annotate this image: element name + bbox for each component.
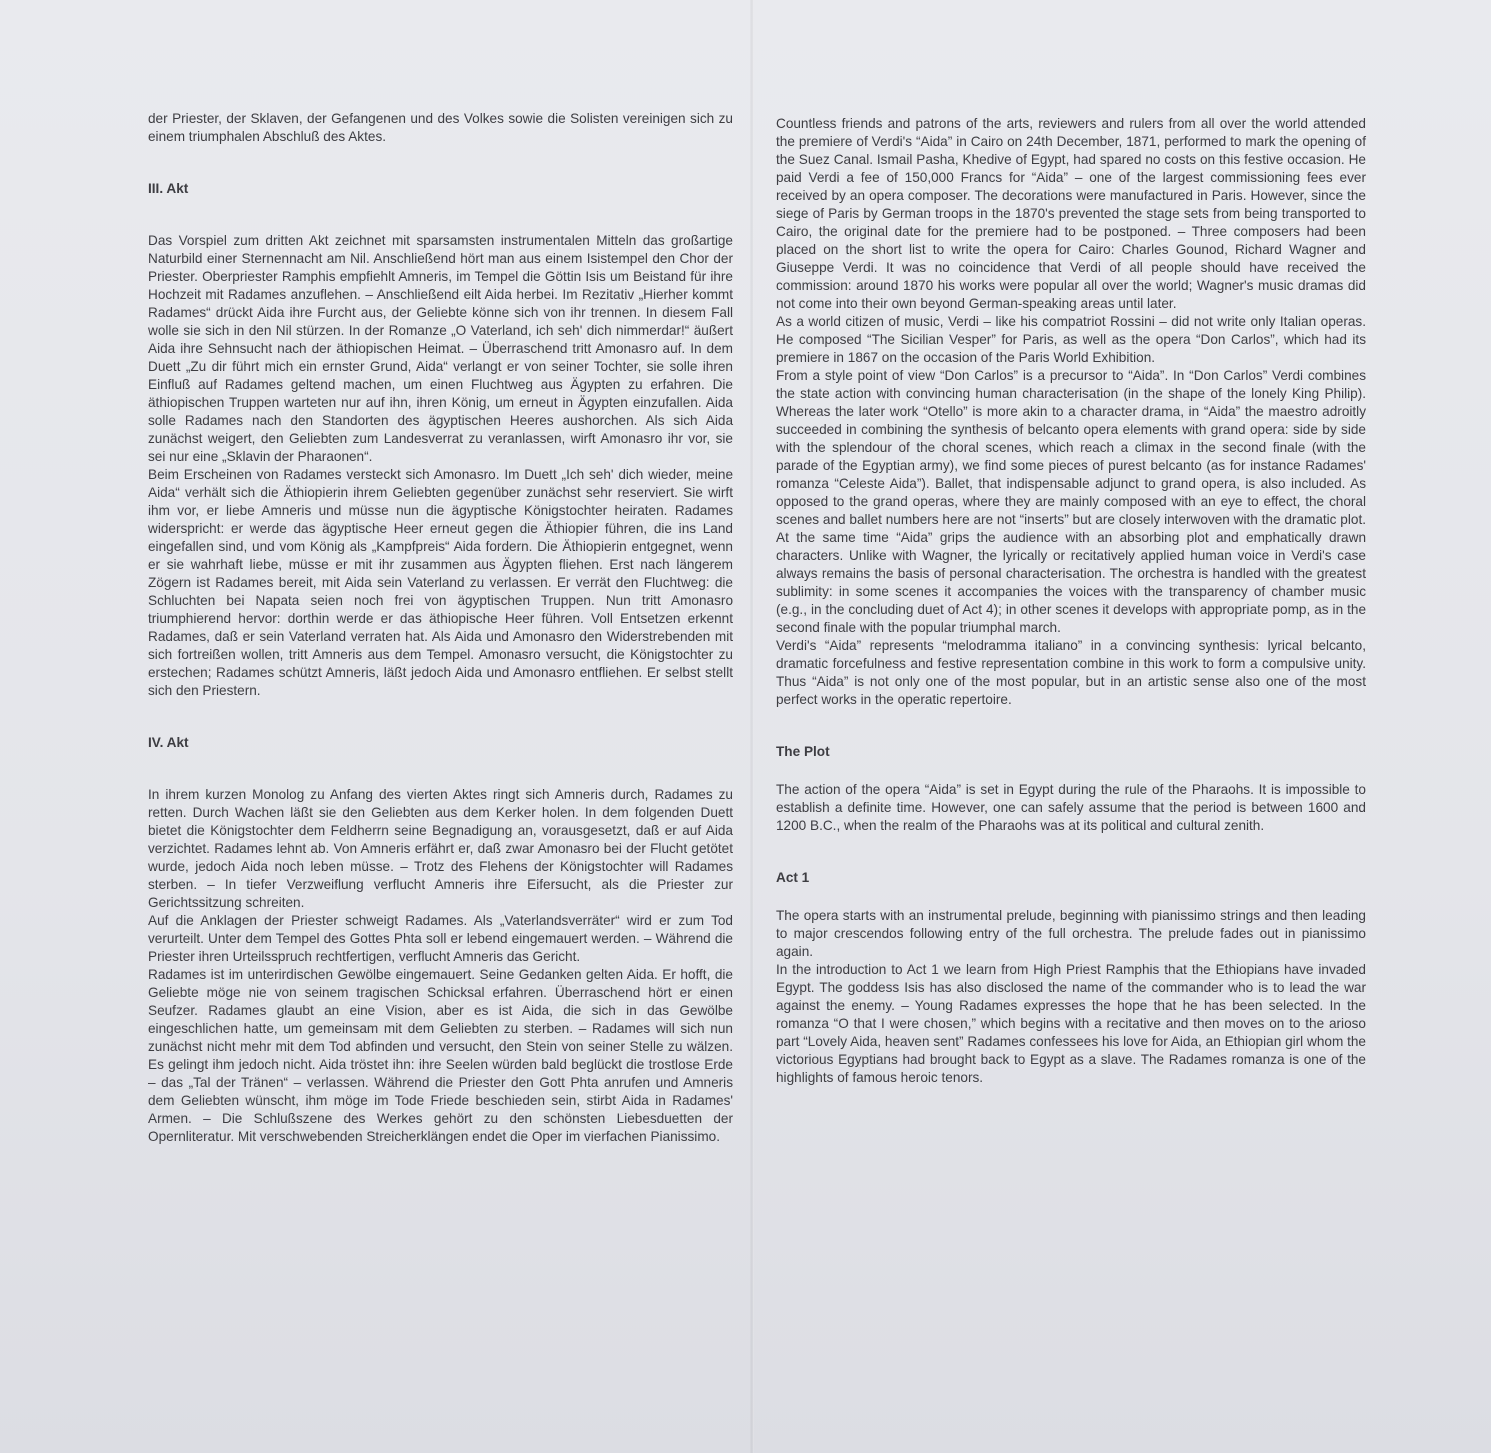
paragraph: The action of the opera “Aida” is set in Egypt during the rule of the Pharaohs. It is impossible to establish a definite time. However, one can safely assume that the period is between 1600 and 1200 B.C., when the realm of the Pharaohs was at its political and cultural zenith. [776,782,1366,833]
paragraph: Countless friends and patrons of the arts, reviewers and rulers from all over the world attended the premiere of Verdi's “Aida” in Cairo on 24th December, 1871, performed to mark the opening of the Suez Canal. Ismail Pasha, Khedive of Egypt, had spared no costs on this festive occasion. He paid Verdi a fee of 150,000 Francs for “Aida” – one of the largest commissioning fees ever received by an opera composer. The decorations were manufactured in Paris. However, since the siege of Paris by German troops in the 1870's prevented the stage sets from being transported to Cairo, the original date for the premiere had to be postponed. – Three composers had been placed on the short list to write the opera for Cairo: Charles Gounod, Richard Wagner and Giuseppe Verdi. It was no coincidence that Verdi of all people should have received the commission: around 1870 his works were popular all over the world; Wagner's music dramas did not come into their own beyond German-speaking areas until later. [776,116,1366,311]
paragraph: As a world citizen of music, Verdi – like his compatriot Rossini – did not write only Italian operas. He composed “The Sicilian Vesper” for Paris, as well as the opera “Don Carlos”, which had its premiere in 1867 on the occasion of the Paris World Exhibition. [776,314,1366,365]
right-column [776,115,1366,1087]
paragraph: In the introduction to Act 1 we learn from High Priest Ramphis that the Ethiopians have invaded Egypt. The goddess Isis has also disclosed the name of the commander who is to lead the war against the enemy. – Young Radames expresses the hope that he has been selected. In the romanza “O that I were chosen,” which begins with a recitative and then moves on to the arioso part “Lovely Aida, heaven sent” Radames confessees his love for Aida, an Ethiopian girl whom the victorious Egyptians had brought back to Egypt as a slave. The Radames romanza is one of the highlights of famous heroic tenors. [776,962,1366,1085]
section-heading-plot: The Plot [776,744,830,759]
paragraph: Das Vorspiel zum dritten Akt zeichnet mit sparsamsten instrumentalen Mitteln das großartige Naturbild einer Sternennacht am Nil. Anschließend hört man aus einem Isistempel den Chor der Priester. Oberpriester Ramphis empfiehlt Amneris, im Tempel die Göttin Isis um Beistand für ihre Hochzeit mit Radames anzuflehen. – Anschließend eilt Aida herbei. Im Rezitativ „Hierher kommt Radames“ drückt Aida ihre Furcht aus, der Geliebte könne sich von ihr trennen. In diesem Fall wolle sie sich in den Nil stürzen. In der Romanze „O Vaterland, ich seh' dich nimmerdar!“ äußert Aida ihre Sehnsucht nach der äthiopischen Heimat. – Überraschend tritt Amonasro auf. In dem Duett „Zu dir führt mich ein ernster Grund, Aida“ verlangt er von seiner Tochter, sie solle ihren Einfluß auf Radames geltend machen, um einen Fluchtweg aus Ägypten zu erfahren. Die äthiopischen Truppen warteten nur auf ihn, ihren König, um erneut in Ägypten einzufallen. Aida solle Radames nach den Standorten des ägyptischen Heeres aushorchen. Als sich Aida zunächst weigert, den Geliebten zum Landesverrat zu veranlassen, wirft Amonasro ihr vor, sie sei nur eine „Sklavin der Pharaonen“. [148,233,733,464]
paragraph: Radames ist im unterirdischen Gewölbe eingemauert. Seine Gedanken gelten Aida. Er hofft, die Geliebte möge nie von seinem tragischen Schicksal erfahren. Überraschend hört er einen Seufzer. Radames glaubt an eine Vision, aber es ist Aida, die sich in das Gewölbe eingeschlichen hatte, um gemeinsam mit dem Geliebten zu sterben. – Radames will sich nun zunächst nicht mehr mit dem Tod abfinden und versucht, den Stein von seiner Stelle zu wälzen. Es gelingt ihm jedoch nicht. Aida tröstet ihn: ihre Seelen würden bald beglückt die trostlose Erde – das „Tal der Tränen“ – verlassen. Während die Priester den Gott Phta anrufen und Amneris dem Geliebten wünscht, ihm möge im Tode Friede beschieden sein, stirbt Aida in Radames' Armen. – Die Schlußszene des Werkes gehört zu den schönsten Liebesduetten der Opernliteratur. Mit verschwebenden Streicherklängen endet die Oper im vierfachen Pianissimo. [148,967,733,1144]
section-heading-act1: Act 1 [776,870,810,885]
section-heading-act3: III. Akt [148,181,189,196]
section-heading-act4: IV. Akt [148,735,189,750]
page-fold [750,0,754,1453]
paragraph: Verdi's “Aida” represents “melodramma italiano” in a convincing synthesis: lyrical belcanto, dramatic forcefulness and festive representation combine in this work to form a compulsive unity. Thus “Aida” is not only one of the most popular, but in an artistic sense also one of the most perfect works in the operatic repertoire. [776,638,1366,707]
paragraph: From a style point of view “Don Carlos” is a precursor to “Aida”. In “Don Carlos” Verdi combines the state action with convincing human characterisation (in the shape of the lonely King Philip). Whereas the later work “Otello” is more akin to a character drama, in “Aida” the maestro adroitly succeeded in combining the synthesis of belcanto opera elements with grand opera: side by side with the splendour of the choral scenes, which reach a climax in the second finale (with the parade of the Egyptian army), we find some pieces of purest belcanto (as for instance Radames' romanza “Celeste Aida”). Ballet, that indispensable adjunct to grand opera, is also included. As opposed to the grand operas, where they are mainly composed with an eye to effect, the choral scenes and ballet numbers here are not “inserts” but are closely interwoven with the dramatic plot. At the same time “Aida” grips the audience with an absorbing plot and emphatically drawn characters. Unlike with Wagner, the lyrically or recitatively applied human voice in Verdi's case always remains the basis of personal characterisation. The orchestra is handled with the greatest sublimity: in some scenes it accompanies the voices with the transparency of chamber music (e.g., in the concluding duet of Act 4); in other scenes it develops with appropriate pomp, as in the second finale with the popular triumphal march. [776,368,1366,635]
left-column [148,110,733,1146]
paragraph: The opera starts with an instrumental prelude, beginning with pianissimo strings and then leading to major crescendos following entry of the full orchestra. The prelude fades out in pianissimo again. [776,908,1366,959]
paragraph: Auf die Anklagen der Priester schweigt Radames. Als „Vaterlandsverräter“ wird er zum Tod verurteilt. Unter dem Tempel des Gottes Phta soll er lebend eingemauert werden. – Während die Priester ihren Urteilsspruch rechtfertigen, verflucht Amneris das Gericht. [148,913,733,964]
paragraph: Beim Erscheinen von Radames versteckt sich Amonasro. Im Duett „Ich seh' dich wieder, meine Aida“ verhält sich die Äthiopierin ihrem Geliebten gegenüber zunächst sehr reserviert. Sie wirft ihm vor, er liebe Amneris und müsse nun die ägyptische Königstochter heiraten. Radames widerspricht: er werde das ägyptische Heer erneut gegen die Äthiopier führen, die ins Land eingefallen sind, und vom König als „Kampfpreis“ Aida fordern. Die Äthiopierin entgegnet, wenn er sie wahrhaft liebe, müsse er mit ihr zusammen aus Ägypten fliehen. Erst nach längerem Zögern ist Radames bereit, mit Aida sein Vaterland zu verlassen. Er verrät den Fluchtweg: die Schluchten bei Napata seien noch frei von ägyptischen Truppen. Nun tritt Amonasro triumphierend hervor: dorthin werde er das äthiopische Heer führen. Voll Entsetzen erkennt Radames, daß er sein Vaterland verraten hat. Als Aida und Amonasro den Widerstrebenden mit sich fortreißen wollen, tritt Amneris aus dem Tempel. Amonasro versucht, die Königstochter zu erstechen; Radames schützt Amneris, läßt jedoch Aida und Amonasro entfliehen. Er selbst stellt sich den Priestern. [148,467,733,698]
paragraph: In ihrem kurzen Monolog zu Anfang des vierten Aktes ringt sich Amneris durch, Radames zu retten. Durch Wachen läßt sie den Geliebten aus dem Kerker holen. In dem folgenden Duett bietet die Königstochter dem Feldherrn seine Begnadigung an, vorausgesetzt, daß er auf Aida verzichtet. Radames lehnt ab. Von Amneris erfährt er, daß zwar Amonasro bei der Flucht getötet wurde, jedoch Aida noch leben müsse. – Trotz des Flehens der Königstochter will Radames sterben. – In tiefer Verzweiflung verflucht Amneris ihre Eifersucht, als die Priester zur Gerichtssitzung schreiten. [148,787,733,910]
intro-paragraph: der Priester, der Sklaven, der Gefangenen und des Volkes sowie die Solisten vereinigen sich zu einem triumphalen Abschluß des Aktes. [148,111,733,144]
